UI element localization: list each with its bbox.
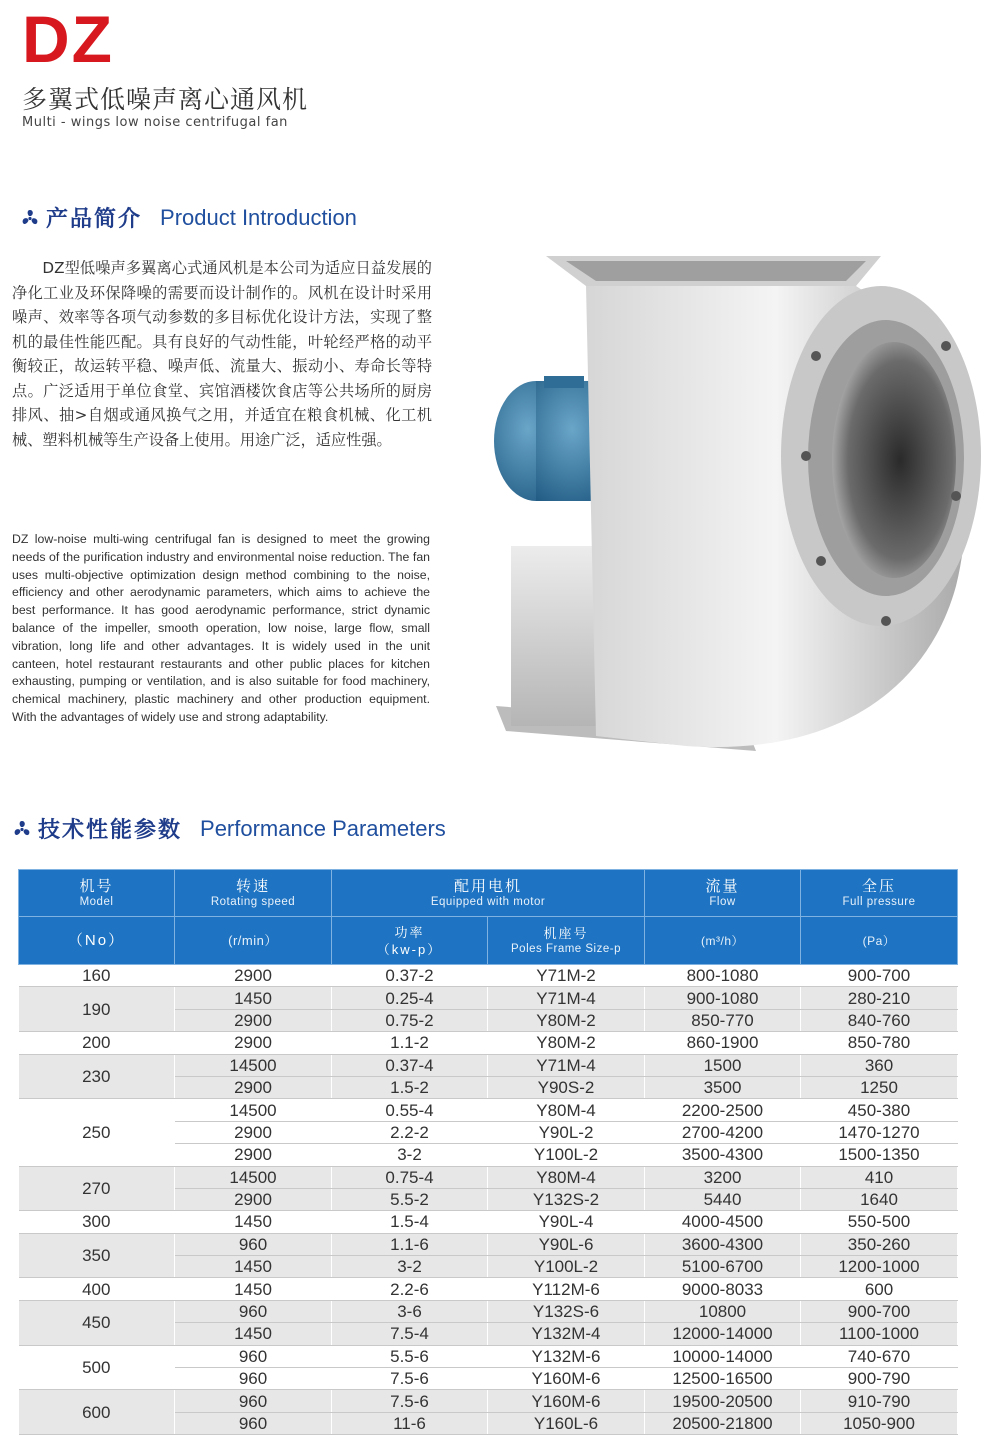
frame-cell: Y80M-4: [488, 1166, 645, 1188]
pressure-cell: 1640: [801, 1188, 958, 1210]
speed-cell: 1450: [175, 1323, 332, 1345]
power-cell: 2.2-2: [332, 1121, 488, 1143]
power-cell: 0.37-2: [332, 965, 488, 987]
frame-cell: Y100L-2: [488, 1256, 645, 1278]
flow-cell: 850-770: [645, 1009, 801, 1031]
frame-cell: Y160M-6: [488, 1390, 645, 1412]
pressure-cell: 1500-1350: [801, 1144, 958, 1166]
model-cell: 300: [19, 1211, 175, 1233]
pressure-cell: 280-210: [801, 987, 958, 1009]
speed-cell: 960: [175, 1368, 332, 1390]
flow-cell: 20500-21800: [645, 1412, 801, 1434]
pressure-cell: 850-780: [801, 1032, 958, 1054]
power-cell: 0.75-4: [332, 1166, 488, 1188]
speed-cell: 14500: [175, 1054, 332, 1076]
speed-cell: 1450: [175, 1256, 332, 1278]
power-cell: 0.75-2: [332, 1009, 488, 1031]
table-row: [19, 965, 958, 987]
header-motor: 配用电机 Equipped with motor: [332, 870, 645, 917]
power-cell: 3-6: [332, 1300, 488, 1322]
table-row: [19, 1300, 958, 1322]
performance-section-heading: [12, 813, 446, 844]
flow-cell: 10800: [645, 1300, 801, 1322]
flow-cell: 1500: [645, 1054, 801, 1076]
frame-cell: Y132M-6: [488, 1345, 645, 1367]
header-pressure: 全压 Full pressure: [801, 870, 958, 917]
model-cell: 500: [19, 1345, 175, 1390]
frame-cell: Y90L-4: [488, 1211, 645, 1233]
speed-cell: 960: [175, 1233, 332, 1255]
speed-cell: 1450: [175, 1278, 332, 1300]
table-row: [19, 1390, 958, 1412]
power-cell: 0.37-4: [332, 1054, 488, 1076]
frame-cell: Y160L-6: [488, 1412, 645, 1434]
table-row: [19, 1032, 958, 1054]
pressure-cell: 900-790: [801, 1368, 958, 1390]
model-cell: 250: [19, 1099, 175, 1166]
header-speed-unit: (r/min）: [175, 917, 332, 965]
performance-table: [18, 869, 958, 1435]
speed-cell: 2900: [175, 1009, 332, 1031]
pressure-cell: 360: [801, 1054, 958, 1076]
pressure-cell: 900-700: [801, 965, 958, 987]
power-cell: 0.55-4: [332, 1099, 488, 1121]
speed-cell: 960: [175, 1300, 332, 1322]
power-cell: 7.5-6: [332, 1368, 488, 1390]
intro-title-cn: 产品简介: [46, 207, 143, 232]
speed-cell: 960: [175, 1412, 332, 1434]
model-cell: 450: [19, 1300, 175, 1345]
performance-title-en: Performance Parameters: [200, 815, 446, 841]
model-cell: 200: [19, 1032, 175, 1054]
speed-cell: 960: [175, 1390, 332, 1412]
power-cell: 1.1-6: [332, 1233, 488, 1255]
pressure-cell: 1200-1000: [801, 1256, 958, 1278]
flow-cell: 3600-4300: [645, 1233, 801, 1255]
power-cell: 3-2: [332, 1256, 488, 1278]
speed-cell: 14500: [175, 1099, 332, 1121]
power-cell: 5.5-6: [332, 1345, 488, 1367]
power-cell: 1.1-2: [332, 1032, 488, 1054]
pressure-cell: 550-500: [801, 1211, 958, 1233]
flow-cell: 3500: [645, 1076, 801, 1098]
model-cell: 190: [19, 987, 175, 1032]
pressure-cell: 1050-900: [801, 1412, 958, 1434]
intro-section-heading: [20, 202, 357, 233]
pressure-cell: 350-260: [801, 1233, 958, 1255]
frame-cell: Y160M-6: [488, 1368, 645, 1390]
pressure-cell: 410: [801, 1166, 958, 1188]
fan-logo-icon: [12, 819, 32, 839]
performance-title-cn: 技术性能参数: [38, 818, 183, 843]
speed-cell: 960: [175, 1345, 332, 1367]
frame-cell: Y90L-6: [488, 1233, 645, 1255]
flow-cell: 3500-4300: [645, 1144, 801, 1166]
pressure-cell: 1470-1270: [801, 1121, 958, 1143]
flow-cell: 2200-2500: [645, 1099, 801, 1121]
frame-cell: Y132S-6: [488, 1300, 645, 1322]
flow-cell: 19500-20500: [645, 1390, 801, 1412]
table-row: [19, 1099, 958, 1121]
flow-cell: 10000-14000: [645, 1345, 801, 1367]
brand-logo: DZ: [22, 2, 114, 76]
frame-cell: Y80M-2: [488, 1009, 645, 1031]
power-cell: 7.5-6: [332, 1390, 488, 1412]
table-row: [19, 1211, 958, 1233]
power-cell: 1.5-2: [332, 1076, 488, 1098]
intro-title-en: Product Introduction: [160, 204, 357, 230]
speed-cell: 2900: [175, 1144, 332, 1166]
flow-cell: 3200: [645, 1166, 801, 1188]
table-row: [19, 1166, 958, 1188]
pressure-cell: 1250: [801, 1076, 958, 1098]
header-pressure-unit: (Pa）: [801, 917, 958, 965]
performance-table-body: [19, 965, 958, 1435]
power-cell: 2.2-6: [332, 1278, 488, 1300]
frame-cell: Y80M-2: [488, 1032, 645, 1054]
fan-product-image: [486, 226, 986, 766]
table-row: [19, 1054, 958, 1076]
power-cell: 7.5-4: [332, 1323, 488, 1345]
pressure-cell: 910-790: [801, 1390, 958, 1412]
speed-cell: 14500: [175, 1166, 332, 1188]
intro-text-en: DZ low-noise multi-wing centrifugal fan is designed to meet the growing needs of the purification industry and environmental noise reduction. The fan uses multi-objective optimization design method combining to the noise, efficiency and other aerodynamic parameters, which aims to achieve the best performance. It has good aerodynamic performance, strict dynamic balance of the impeller, smooth operation, low noise, large flow, small vibration, long life and other advantages. It is widely used in the unit canteen, hotel restaurant restaurants and other public places for kitchen exhausting, pumping or ventilation, and is also suitable for food machinery, chemical machinery, plastic machinery and other production equipment. With the advantages of widely use and strong adaptability.: [12, 532, 430, 724]
pressure-cell: 840-760: [801, 1009, 958, 1031]
speed-cell: 2900: [175, 1076, 332, 1098]
frame-cell: Y90S-2: [488, 1076, 645, 1098]
model-cell: 400: [19, 1278, 175, 1300]
flow-cell: 800-1080: [645, 965, 801, 987]
model-cell: 230: [19, 1054, 175, 1099]
frame-cell: Y71M-4: [488, 987, 645, 1009]
flow-cell: 4000-4500: [645, 1211, 801, 1233]
header-speed: 转速 Rotating speed: [175, 870, 332, 917]
speed-cell: 1450: [175, 1211, 332, 1233]
speed-cell: 2900: [175, 965, 332, 987]
speed-cell: 2900: [175, 1188, 332, 1210]
pressure-cell: 1100-1000: [801, 1323, 958, 1345]
speed-cell: 2900: [175, 1032, 332, 1054]
frame-cell: Y80M-4: [488, 1099, 645, 1121]
frame-cell: Y90L-2: [488, 1121, 645, 1143]
frame-cell: Y71M-4: [488, 1054, 645, 1076]
fan-logo-icon: [20, 208, 40, 228]
speed-cell: 1450: [175, 987, 332, 1009]
model-cell: 270: [19, 1166, 175, 1211]
power-cell: 5.5-2: [332, 1188, 488, 1210]
pressure-cell: 450-380: [801, 1099, 958, 1121]
table-row: [19, 987, 958, 1009]
pressure-cell: 900-700: [801, 1300, 958, 1322]
pressure-cell: 740-670: [801, 1345, 958, 1367]
product-title-cn: 多翼式低噪声离心通风机: [22, 85, 309, 114]
frame-cell: Y112M-6: [488, 1278, 645, 1300]
table-row: [19, 1278, 958, 1300]
model-cell: 600: [19, 1390, 175, 1435]
power-cell: 11-6: [332, 1412, 488, 1434]
frame-cell: Y132M-4: [488, 1323, 645, 1345]
model-cell: 160: [19, 965, 175, 987]
header-flow-unit: (m³/h）: [645, 917, 801, 965]
flow-cell: 860-1900: [645, 1032, 801, 1054]
frame-cell: Y100L-2: [488, 1144, 645, 1166]
header-model-unit: （No）: [19, 917, 175, 965]
flow-cell: 12000-14000: [645, 1323, 801, 1345]
power-cell: 0.25-4: [332, 987, 488, 1009]
flow-cell: 5440: [645, 1188, 801, 1210]
flow-cell: 900-1080: [645, 987, 801, 1009]
header-power: 功率 （kw-p）: [332, 917, 488, 965]
frame-cell: Y132S-2: [488, 1188, 645, 1210]
speed-cell: 2900: [175, 1121, 332, 1143]
header-flow: 流量 Flow: [645, 870, 801, 917]
flow-cell: 12500-16500: [645, 1368, 801, 1390]
power-cell: 3-2: [332, 1144, 488, 1166]
header-frame: 机座号 Poles Frame Size-p: [488, 917, 645, 965]
flow-cell: 5100-6700: [645, 1256, 801, 1278]
model-cell: 350: [19, 1233, 175, 1278]
product-title-en: Multi - wings low noise centrifugal fan: [22, 115, 288, 130]
table-row: [19, 1345, 958, 1367]
flow-cell: 2700-4200: [645, 1121, 801, 1143]
flow-cell: 9000-8033: [645, 1278, 801, 1300]
frame-cell: Y71M-2: [488, 965, 645, 987]
header-model: 机号 Model: [19, 870, 175, 917]
pressure-cell: 600: [801, 1278, 958, 1300]
intro-text-cn: DZ型低噪声多翼离心式通风机是本公司为适应日益发展的净化工业及环保降噪的需要而设计制作的。风机在设计时采用噪声、效率等各项气动参数的多目标优化设计方法，实现了整机的最佳性能匹配。具有良好的气动性能，叶轮经严格的动平衡较正，故运转平稳、噪声低、流量大、振动小、寿命长等特点。广泛适用于单位食堂、宾馆酒楼饮食店等公共场所的厨房排风、抽>自烟或通风换气之用，并适宜在粮食机械、化工机械、塑料机械等生产设备上使用。用途广泛，适应性强。: [12, 259, 432, 449]
table-row: [19, 1233, 958, 1255]
power-cell: 1.5-4: [332, 1211, 488, 1233]
